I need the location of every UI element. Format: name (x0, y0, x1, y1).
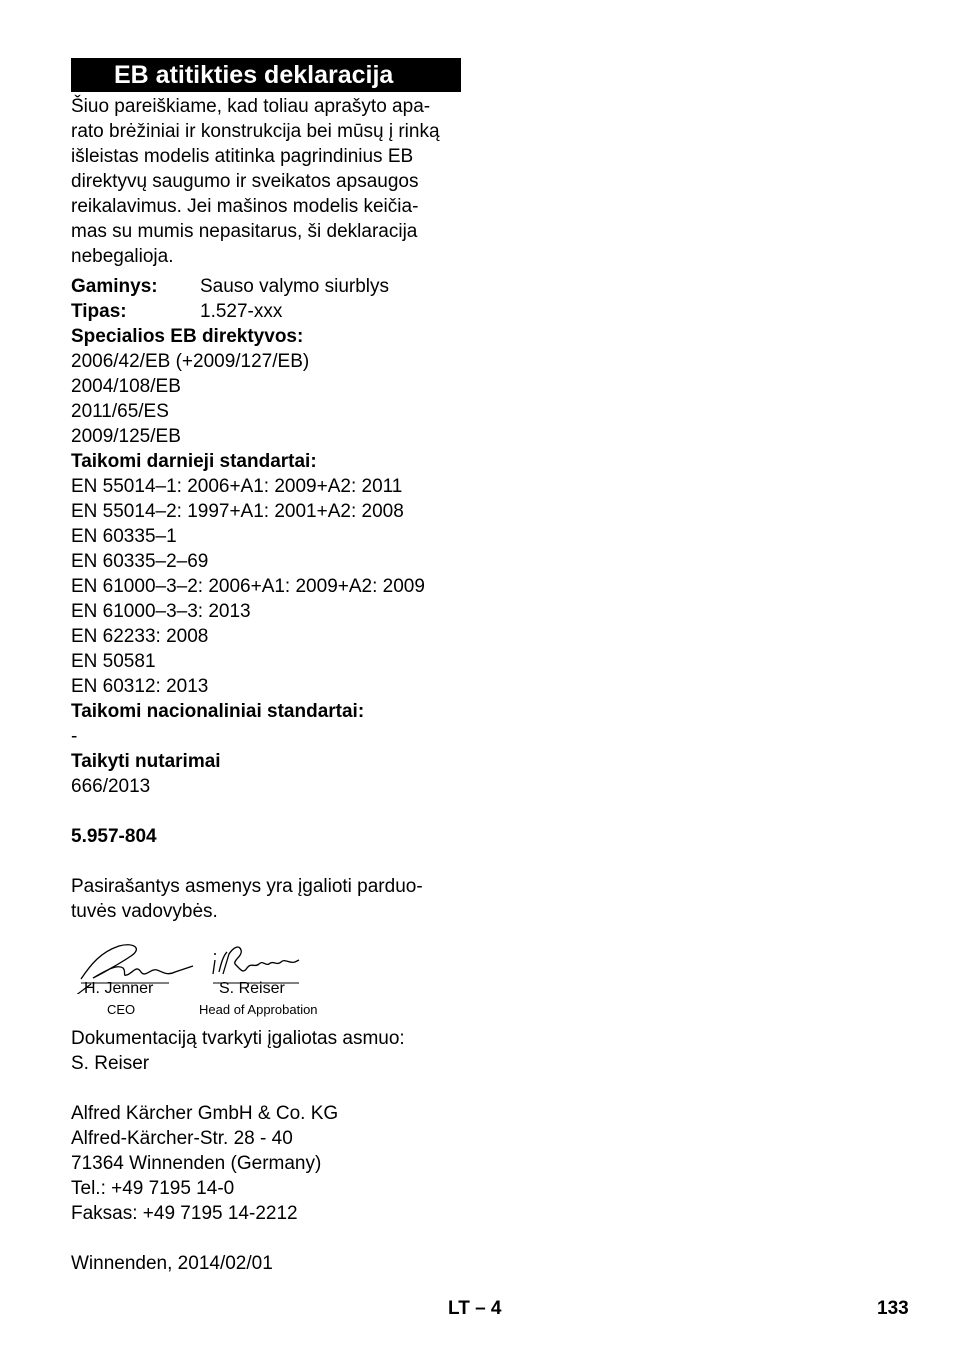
standard-item: EN 60335–2–69 (71, 551, 209, 572)
address-line: 71364 Winnenden (Germany) (71, 1153, 322, 1174)
type-label: Tipas: (71, 301, 127, 322)
intro-line: nebegalioja. (71, 246, 174, 267)
intro-line: rato brėžiniai ir konstrukcija bei mūsų į rinką (71, 121, 440, 142)
intro-line: direktyvų saugumo ir sveikatos apsaugos (71, 171, 419, 192)
intro-paragraph (71, 94, 461, 269)
type-value: 1.527-xxx (200, 301, 283, 322)
standard-item: EN 60335–1 (71, 526, 177, 547)
signatory-role: CEO (107, 1002, 136, 1017)
address-line: Alfred Kärcher GmbH & Co. KG (71, 1103, 339, 1124)
standard-item: EN 60312: 2013 (71, 676, 209, 697)
page-title: EB atitikties deklaracija (71, 58, 461, 92)
directives-heading: Specialios EB direktyvos: (71, 326, 304, 347)
intro-line: Šiuo pareiškiame, kad toliau aprašyto apa- (71, 96, 431, 117)
regulations-value: 666/2013 (71, 776, 151, 797)
standard-item: EN 61000–3–2: 2006+A1: 2009+A2: 2009 (71, 576, 425, 597)
type-row (71, 299, 461, 324)
documentation-line: Dokumentaciją tvarkyti įgaliotas asmuo: (71, 1028, 405, 1049)
address-line: Faksas: +49 7195 14-2212 (71, 1203, 298, 1224)
address-line: Tel.: +49 7195 14-0 (71, 1178, 235, 1199)
address-line: Alfred-Kärcher-Str. 28 - 40 (71, 1128, 293, 1149)
signatory-role: Head of Approbation (199, 1002, 318, 1017)
standard-item: EN 55014–1: 2006+A1: 2009+A2: 2011 (71, 476, 403, 497)
directive-item: 2011/65/ES (71, 401, 169, 422)
directive-item: 2006/42/EB (+2009/127/EB) (71, 351, 310, 372)
intro-line: reikalavimus. Jei mašinos modelis keičia- (71, 196, 419, 217)
footer-section: LT – 4 (448, 1298, 502, 1319)
page-number: 133 (877, 1298, 909, 1319)
intro-line: išleistas modelis atitinka pagrindinius EB (71, 146, 414, 167)
product-label: Gaminys: (71, 276, 158, 297)
authorized-line: Pasirašantys asmenys yra įgalioti parduo- (71, 876, 423, 897)
harmonised-heading: Taikomi darnieji standartai: (71, 451, 317, 472)
standard-item: EN 55014–2: 1997+A1: 2001+A2: 2008 (71, 501, 404, 522)
standard-item: EN 50581 (71, 651, 156, 672)
signatory-name: H. Jenner (84, 980, 154, 997)
signatory-name: S. Reiser (219, 980, 285, 997)
document-number: 5.957-804 (71, 826, 157, 847)
standard-item: EN 62233: 2008 (71, 626, 209, 647)
product-value: Sauso valymo siurblys (200, 276, 390, 297)
signature-block (71, 934, 461, 1026)
directive-item: 2009/125/EB (71, 426, 181, 447)
documentation-line: S. Reiser (71, 1053, 150, 1074)
authorized-line: tuvės vadovybės. (71, 901, 218, 922)
regulations-heading: Taikyti nutarimai (71, 751, 221, 772)
national-value: - (71, 726, 78, 747)
national-heading: Taikomi nacionaliniai standartai: (71, 701, 365, 722)
product-row (71, 274, 461, 299)
standard-item: EN 61000–3–3: 2013 (71, 601, 251, 622)
place-date: Winnenden, 2014/02/01 (71, 1253, 273, 1274)
intro-line: mas su mumis nepasitarus, ši deklaracija (71, 221, 418, 242)
declaration-column (71, 58, 461, 1276)
directive-item: 2004/108/EB (71, 376, 181, 397)
